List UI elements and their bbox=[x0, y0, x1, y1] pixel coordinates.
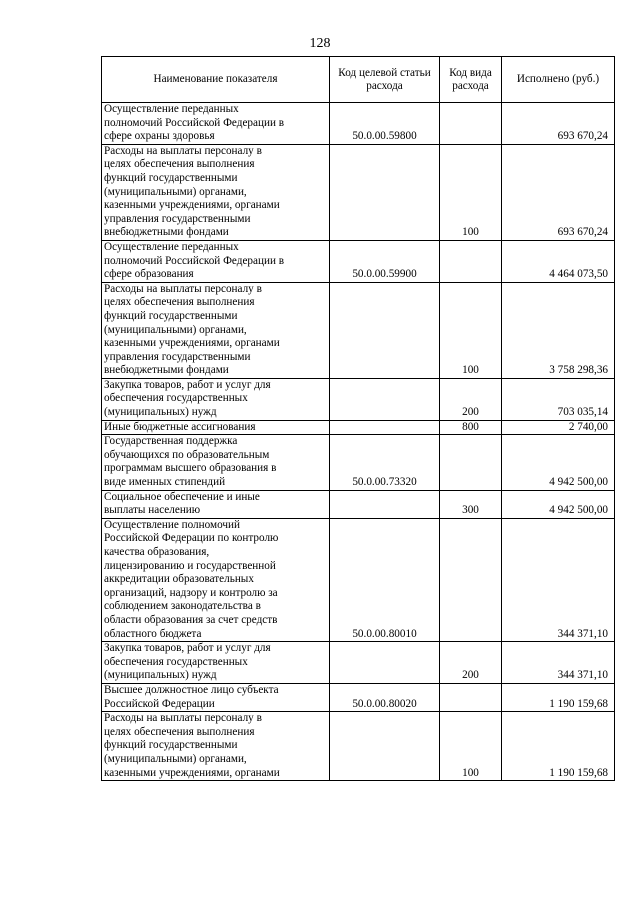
indicator-name-line: казенными учреждениями, органами bbox=[104, 766, 280, 779]
header-expense-type-code: Код вида расхода bbox=[440, 57, 502, 103]
indicator-name-line: сфере образования bbox=[104, 268, 194, 281]
cell-indicator-name bbox=[102, 420, 330, 435]
indicator-name-line: внебюджетными фондами bbox=[104, 364, 229, 377]
cell-expense-type-code bbox=[440, 240, 502, 282]
cell-expense-type-code: 200 bbox=[440, 642, 502, 684]
indicator-name-line: полномочий Российской Федерации в bbox=[104, 254, 285, 267]
indicator-name-line: обеспечения государственных bbox=[104, 655, 248, 668]
table-row bbox=[102, 420, 615, 435]
indicator-name-line: лицензированию и государственной bbox=[104, 559, 276, 572]
page-number: 128 bbox=[309, 36, 331, 51]
indicator-name-line: казенными учреждениями, органами bbox=[104, 337, 280, 350]
cell-expense-type-code: 800 bbox=[440, 420, 502, 435]
cell-target-article-code: 50.0.00.80020 bbox=[330, 683, 440, 711]
table-row bbox=[102, 240, 615, 282]
cell-executed-amount: 693 670,24 bbox=[502, 144, 615, 240]
indicator-name-line: Закупка товаров, работ и услуг для bbox=[104, 378, 271, 391]
cell-expense-type-code: 100 bbox=[440, 282, 502, 378]
cell-executed-amount: 693 670,24 bbox=[502, 103, 615, 145]
indicator-name-line: Осуществление полномочий bbox=[104, 518, 240, 531]
indicator-name-line: виде именных стипендий bbox=[104, 476, 226, 489]
indicator-name-line: полномочий Российской Федерации в bbox=[104, 116, 285, 129]
indicator-name-line: управления государственными bbox=[104, 350, 251, 363]
cell-expense-type-code: 300 bbox=[440, 490, 502, 518]
indicator-name-line: Закупка товаров, работ и услуг для bbox=[104, 642, 271, 655]
indicator-name-line: (муниципальных) нужд bbox=[104, 669, 217, 682]
cell-indicator-name bbox=[102, 282, 330, 378]
cell-executed-amount: 703 035,14 bbox=[502, 378, 615, 420]
cell-indicator-name bbox=[102, 490, 330, 518]
cell-target-article-code: 50.0.00.59800 bbox=[330, 103, 440, 145]
cell-executed-amount: 1 190 159,68 bbox=[502, 683, 615, 711]
indicator-name-line: казенными учреждениями, органами bbox=[104, 199, 280, 212]
cell-indicator-name bbox=[102, 378, 330, 420]
indicator-name-line: области образования за счет средств bbox=[104, 613, 278, 626]
indicator-name-line: Расходы на выплаты персоналу в bbox=[104, 144, 262, 157]
cell-expense-type-code bbox=[440, 103, 502, 145]
cell-expense-type-code bbox=[440, 683, 502, 711]
table-row bbox=[102, 642, 615, 684]
cell-executed-amount: 3 758 298,36 bbox=[502, 282, 615, 378]
cell-target-article-code bbox=[330, 378, 440, 420]
cell-target-article-code bbox=[330, 144, 440, 240]
cell-indicator-name bbox=[102, 642, 330, 684]
indicator-name-line: целях обеспечения выполнения bbox=[104, 158, 255, 171]
indicator-name-line: Государственная поддержка bbox=[104, 435, 238, 448]
header-target-article-code: Код целевой статьи расхода bbox=[330, 57, 440, 103]
cell-indicator-name bbox=[102, 712, 330, 781]
table-row bbox=[102, 282, 615, 378]
indicator-name-line: организаций, надзору и контролю за bbox=[104, 586, 278, 599]
indicator-name-line: соблюдением законодательства в bbox=[104, 600, 261, 613]
cell-expense-type-code bbox=[440, 435, 502, 490]
indicator-name-line: (муниципальными) органами, bbox=[104, 185, 247, 198]
header-executed-amount: Исполнено (руб.) bbox=[502, 57, 615, 103]
indicator-name-line: Осуществление переданных bbox=[104, 240, 239, 253]
cell-executed-amount: 2 740,00 bbox=[502, 420, 615, 435]
table-row bbox=[102, 490, 615, 518]
indicator-name-line: функций государственными bbox=[104, 309, 238, 322]
indicator-name-line: обеспечения государственных bbox=[104, 392, 248, 405]
table-row bbox=[102, 378, 615, 420]
cell-target-article-code bbox=[330, 712, 440, 781]
table-row bbox=[102, 518, 615, 641]
cell-expense-type-code: 200 bbox=[440, 378, 502, 420]
cell-expense-type-code: 100 bbox=[440, 712, 502, 781]
cell-target-article-code bbox=[330, 420, 440, 435]
cell-expense-type-code bbox=[440, 518, 502, 641]
indicator-name-line: выплаты населению bbox=[104, 504, 201, 517]
cell-executed-amount: 4 464 073,50 bbox=[502, 240, 615, 282]
indicator-name-line: целях обеспечения выполнения bbox=[104, 296, 255, 309]
cell-target-article-code bbox=[330, 490, 440, 518]
indicator-name-line: целях обеспечения выполнения bbox=[104, 725, 255, 738]
indicator-name-line: Российской Федерации bbox=[104, 697, 215, 710]
indicator-name-line: областного бюджета bbox=[104, 627, 202, 640]
indicator-name-line: обучающихся по образовательным bbox=[104, 448, 270, 461]
indicator-name-line: функций государственными bbox=[104, 739, 238, 752]
cell-indicator-name bbox=[102, 518, 330, 641]
indicator-name-line: Высшее должностное лицо субъекта bbox=[104, 683, 279, 696]
cell-executed-amount: 1 190 159,68 bbox=[502, 712, 615, 781]
indicator-name-line: (муниципальных) нужд bbox=[104, 406, 217, 419]
cell-indicator-name bbox=[102, 103, 330, 145]
indicator-name-line: управления государственными bbox=[104, 212, 251, 225]
table-row bbox=[102, 103, 615, 145]
table-header-row bbox=[102, 57, 615, 103]
cell-indicator-name bbox=[102, 435, 330, 490]
indicator-name-line: качества образования, bbox=[104, 546, 210, 558]
cell-target-article-code bbox=[330, 642, 440, 684]
indicator-name-line: Иные бюджетные ассигнования bbox=[104, 420, 256, 433]
budget-execution-table bbox=[101, 56, 615, 781]
indicator-name-line: программам высшего образования в bbox=[104, 462, 277, 475]
cell-executed-amount: 344 371,10 bbox=[502, 642, 615, 684]
cell-indicator-name bbox=[102, 683, 330, 711]
cell-target-article-code: 50.0.00.73320 bbox=[330, 435, 440, 490]
header-indicator-name: Наименование показателя bbox=[102, 57, 330, 103]
table-row bbox=[102, 435, 615, 490]
indicator-name-line: (муниципальными) органами, bbox=[104, 323, 247, 336]
table-body bbox=[102, 103, 615, 781]
cell-executed-amount: 4 942 500,00 bbox=[502, 435, 615, 490]
table-row bbox=[102, 683, 615, 711]
indicator-name-line: Российской Федерации по контролю bbox=[104, 532, 279, 545]
cell-target-article-code: 50.0.00.59900 bbox=[330, 240, 440, 282]
table-row bbox=[102, 144, 615, 240]
indicator-name-line: (муниципальными) органами, bbox=[104, 752, 247, 765]
cell-executed-amount: 344 371,10 bbox=[502, 518, 615, 641]
indicator-name-line: Осуществление переданных bbox=[104, 103, 239, 115]
cell-executed-amount: 4 942 500,00 bbox=[502, 490, 615, 518]
indicator-name-line: внебюджетными фондами bbox=[104, 226, 229, 239]
indicator-name-line: сфере охраны здоровья bbox=[104, 130, 215, 143]
table-row bbox=[102, 712, 615, 781]
cell-target-article-code bbox=[330, 282, 440, 378]
indicator-name-line: Социальное обеспечение и иные bbox=[104, 490, 260, 503]
indicator-name-line: Расходы на выплаты персоналу в bbox=[104, 712, 262, 725]
indicator-name-line: функций государственными bbox=[104, 171, 238, 184]
indicator-name-line: аккредитации образовательных bbox=[104, 573, 254, 586]
cell-indicator-name bbox=[102, 144, 330, 240]
cell-expense-type-code: 100 bbox=[440, 144, 502, 240]
cell-indicator-name bbox=[102, 240, 330, 282]
cell-target-article-code: 50.0.00.80010 bbox=[330, 518, 440, 641]
indicator-name-line: Расходы на выплаты персоналу в bbox=[104, 282, 262, 295]
